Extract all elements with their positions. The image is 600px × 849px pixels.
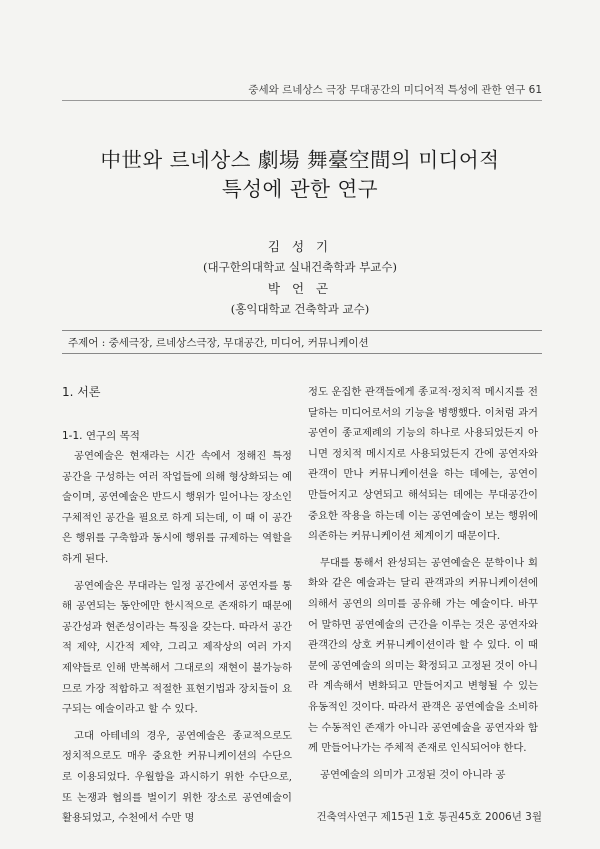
paragraph: 공연예술의 의미가 고정된 것이 아니라 공 <box>320 768 506 781</box>
right-column <box>308 382 538 785</box>
header-rule <box>62 100 542 101</box>
title-line-2: 특성에 관한 연구 <box>221 177 379 201</box>
left-column <box>62 382 292 829</box>
author-name-1: 김 성 기 <box>267 239 333 254</box>
running-header: 중세와 르네상스 극장 무대공간의 미디어적 특성에 관한 연구 61 <box>248 84 542 96</box>
paragraph: 고대 아테네의 경우, 공연예술은 종교적으로도 정치적으로도 매우 중요한 커뮤니케이션의 수단으로 이용되었다. 우월함을 과시하기 위한 수단으로, 또 논쟁과 협의를 벌이기 위한 장소로 공연예술이 활용되었고, 수천에서 수만 명 <box>62 729 292 825</box>
section-heading: 1. 서론 <box>62 385 101 399</box>
journal-footer: 건축역사연구 제15권 1호 통권45호 2006년 3월 <box>316 811 542 823</box>
paragraph: 정도 운집한 관객들에게 종교적·정치적 메시지를 전달하는 미디어로서의 기능을 병행했다. 이처럼 과거 공연이 종교제례의 기능의 하나로 사용되었든지 아니면 정치적 메시지로 사용되었든지 간에 공연자와 관객이 만나 커뮤니케이션을 하는 데에는, 공연이 만들어지고 상연되고 해석되는 데에는 무대공간이 중요한 작용을 하는데 이는 공연예술이 보는 행위에 의존하는 커뮤니케이션 체계이기 때문이다. <box>308 386 538 543</box>
paper-title <box>0 146 600 204</box>
author-affiliation-1: (대구한의대학교 실내건축학과 부교수) <box>202 260 398 274</box>
author-block <box>0 236 600 320</box>
keywords-bar <box>62 330 542 354</box>
author-name-2: 박 언 곤 <box>267 281 333 296</box>
title-line-1: 中世와 르네상스 劇場 舞臺空間의 미디어적 <box>100 148 500 172</box>
keywords-text: 주제어 : 중세극장, 르네상스극장, 무대공간, 미디어, 커뮤니케이션 <box>68 336 369 349</box>
author-affiliation-2: (홍익대학교 건축학과 교수) <box>230 302 370 316</box>
paragraph: 무대를 통해서 완성되는 공연예술은 문학이나 회화와 같은 예술과는 달리 관객과의 커뮤니케이션에 의해서 공연의 의미를 공유해 가는 예술이다. 바꾸어 말하면 공연예술의 근간을 이루는 것은 공연자와 관객간의 상호 커뮤니케이션이라 할 수 있다. 이 때문에 공연예술의 의미는 확정되고 고정된 것이 아니라 계속해서 변화되고 만들어지고 변형될 수 있는 유동적인 것이다. 따라서 관객은 공연예술을 소비하는 수동적인 존재가 아니라 공연예술을 공연자와 함께 만들어나가는 주체적 존재로 인식되어야 한다. <box>308 556 538 755</box>
paragraph: 공연예술은 무대라는 일정 공간에서 공연자를 통해 공연되는 동안에만 한시적으로 존재하기 때문에 공간성과 현존성이라는 특징을 갖는다. 따라서 공간적 제약, 시간적 제약, 그리고 제작상의 여러 가지 제약들로 인해 반복해서 그대로의 재현이 불가능하므로 가장 적합하고 적절한 표현기법과 장치들이 요구되는 예술이라고 할 수 있다. <box>62 579 292 716</box>
subsection-heading: 1-1. 연구의 목적 <box>62 430 140 442</box>
paragraph: 공연예술은 현재라는 시간 속에서 정해진 특정 공간을 구성하는 여러 작업들에 의해 형상화되는 예술이며, 공연예술은 반드시 행위가 일어나는 장소인 구체적인 공간을 필요로 하게 되는데, 이 때 이 공간은 행위를 구축함과 동시에 행위를 규제하는 역할을 하게 된다. <box>62 450 292 565</box>
